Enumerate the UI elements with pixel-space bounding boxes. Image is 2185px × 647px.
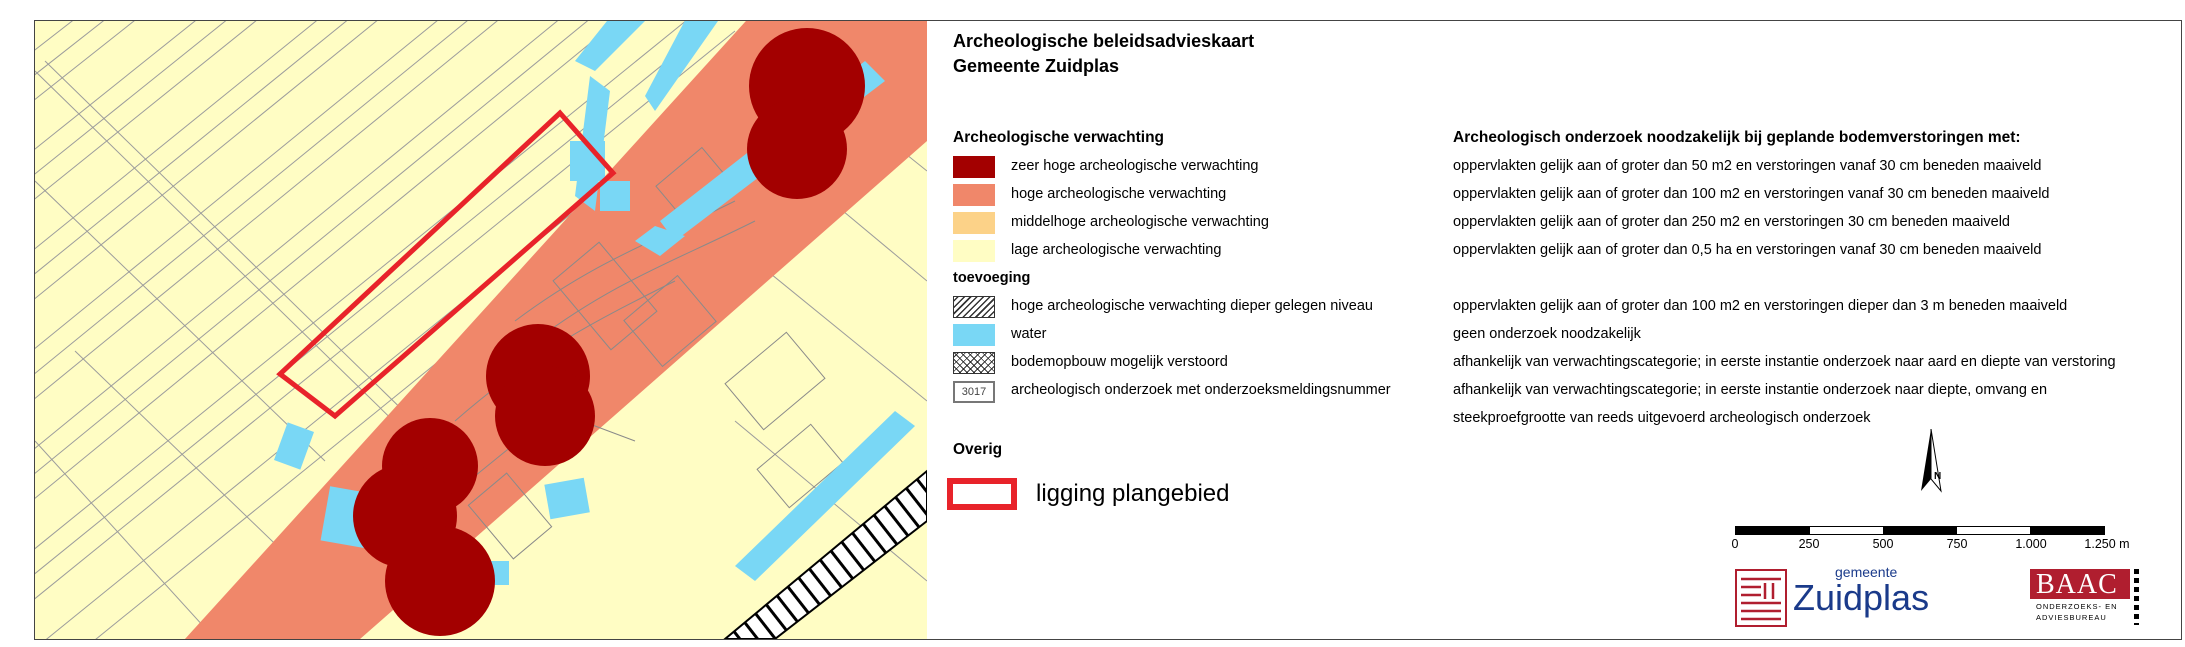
swatch-low [953,240,995,262]
scale-label: 1.250 m [2084,537,2130,551]
legend-heading-toevoeging: toevoeging [953,270,1031,286]
legend-heading-onderzoek: Archeologisch onderzoek noodzakelijk bij geplande bodemverstoringen met: [1453,129,2021,146]
legend-label: middelhoge archeologische verwachting [1011,214,1269,230]
legend-label: water [1011,326,1047,342]
legend-heading-verwachting: Archeologische verwachting [953,129,1165,146]
legend-label: hoge archeologische verwachting [1011,186,1227,202]
legend-label: zeer hoge archeologische verwachting [1011,158,1259,174]
scale-label: 250 [1798,537,1820,551]
swatch-high [953,184,995,206]
scale-label: 0 [1731,537,1739,551]
zuidplas-logo-icon [1735,569,1787,627]
zuidplas-logo-top: gemeente [1835,564,1898,580]
legend-requirement: oppervlakten gelijk aan of groter dan 100 m2 en verstoringen vanaf 30 cm beneden maaiveld [1453,186,2050,202]
north-label: N [1934,471,1942,482]
legend-requirement: afhankelijk van verwachtingscategorie; in eerste instantie onderzoek naar diepte, omvang en [1453,382,2048,398]
legend-label: hoge archeologische verwachting dieper gelegen niveau [1011,298,1373,314]
north-arrow-icon [1913,429,1949,499]
baac-logo-name: BAAC [2036,569,2118,600]
legend-label: bodemopbouw mogelijk verstoord [1011,354,1228,370]
swatch-medium [953,212,995,234]
swatch-deep-level-hatch [953,296,995,318]
map-view[interactable] [35,21,927,639]
legend-plan-label: ligging plangebied [1036,480,1230,507]
legend-requirement-continued: steekproefgrootte van reeds uitgevoerd archeologisch onderzoek [1453,410,1871,426]
baac-logo-sub1: ONDERZOEKS- EN [2036,602,2118,611]
scale-bar [1735,526,2105,535]
swatch-very-high [953,156,995,178]
legend-heading-overig: Overig [953,441,1003,458]
zuidplas-logo-name: Zuidplas [1793,577,1930,618]
legend-requirement: afhankelijk van verwachtingscategorie; in eerste instantie onderzoek naar aard en diepte van verstoring [1453,354,2116,370]
legend-label: archeologisch onderzoek met onderzoeksmeldingsnummer [1011,382,1391,398]
legend-requirement: oppervlakten gelijk aan of groter dan 50 m2 en verstoringen vanaf 30 cm beneden maaiveld [1453,158,2042,174]
map-canvas[interactable] [35,21,927,639]
swatch-disturbed-crosshatch [953,352,995,374]
legend-requirement: oppervlakten gelijk aan of groter dan 100 m2 en verstoringen dieper dan 3 m beneden maaiveld [1453,298,2068,314]
map-title: Archeologische beleidsadvieskaart [953,31,1255,51]
scale-label: 500 [1872,537,1894,551]
legend-requirement: geen onderzoek noodzakelijk [1453,326,1641,342]
baac-logo-sub2: ADVIESBUREAU [2036,613,2107,622]
scale-label: 1.000 [2015,537,2047,551]
map-subtitle: Gemeente Zuidplas [953,56,1120,76]
map-sheet [34,20,2182,640]
scale-label: 750 [1946,537,1968,551]
swatch-water [953,324,995,346]
swatch-research-number-badge: 3017 [953,381,995,403]
baac-logo [2030,569,2130,625]
swatch-plan-area [947,478,1017,510]
legend-label: lage archeologische verwachting [1011,242,1222,258]
legend-requirement: oppervlakten gelijk aan of groter dan 250 m2 en verstoringen 30 cm beneden maaiveld [1453,214,2010,230]
legend-requirement: oppervlakten gelijk aan of groter dan 0,5 ha en verstoringen vanaf 30 cm beneden maaiveld [1453,242,2042,258]
